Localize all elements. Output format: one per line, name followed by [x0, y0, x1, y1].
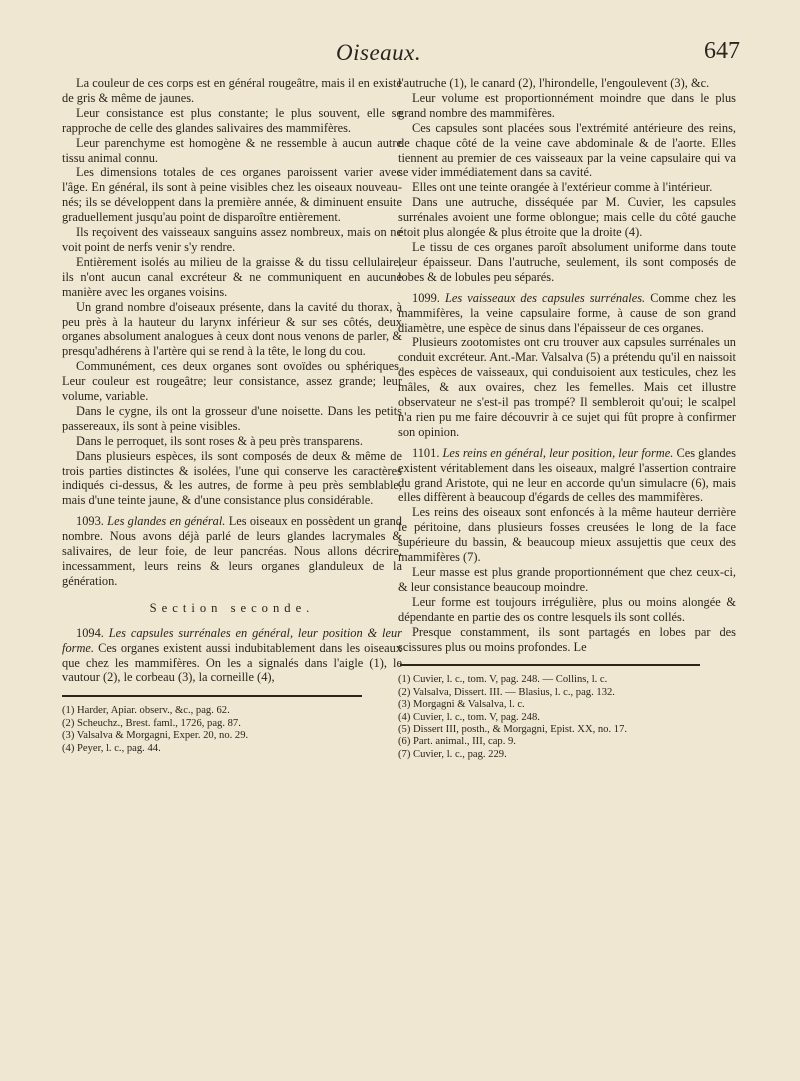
- footnote: (1) Harder, Apiar. observ., &c., pag. 62.: [62, 705, 230, 717]
- right-column: [398, 76, 736, 761]
- paragraph-heading: Les glandes en général.: [107, 514, 226, 529]
- numbered-paragraph: [398, 446, 736, 506]
- paragraph: Leur consistance est plus constante; le plus souvent, elle se rapproche de celle des glandes salivaires des mammifères.: [62, 105, 402, 135]
- footnote: (2) Scheuchz., Brest. faml., 1726, pag. 87.: [62, 717, 241, 729]
- paragraph: Les reins des oiseaux sont enfoncés à la même hauteur derrière le péritoine, dans plusieurs fosses creusées le long de la face supérieure du bassin, & beaucoup mieux assujettis que ceux des mammifères (7).: [398, 505, 736, 565]
- paragraph: Communément, ces deux organes sont ovoïdes ou sphériques. Leur couleur est rougeâtre; leur consistance, assez grande; leur volume, variable.: [62, 359, 402, 404]
- paragraph: Leur forme est toujours irrégulière, plus ou moins alongée & dépendante en partie des os contre lesquels ils sont collés.: [398, 594, 736, 624]
- paragraph-heading: Les vaisseaux des capsules surrénales.: [444, 290, 646, 305]
- paragraph-number: 1101.: [412, 445, 440, 460]
- footnotes: [398, 674, 736, 761]
- left-column: [62, 76, 402, 755]
- paragraph: Dans le perroquet, ils sont roses & à peu près transparens.: [76, 433, 363, 448]
- paragraph: Ils reçoivent des vaisseaux sanguins assez nombreux, mais on ne voit point de nerfs venir s'y rendre.: [62, 225, 402, 254]
- paragraph: La couleur de ces corps est en général rougeâtre, mais il en existe de gris & même de jaunes.: [62, 76, 402, 105]
- footnote: (1) Cuvier, l. c., tom. V, pag. 248. — Collins, l. c.: [398, 674, 608, 686]
- paragraph: Un grand nombre d'oiseaux présente, dans la cavité du thorax, à peu près à la hauteur du larynx inférieur & sur ses côtés, deux organes absolument analogues à ceux dont nous venons de parler, & presqu'adhérens à l'artère qui se rend à la tête, le long du cou.: [62, 299, 402, 359]
- paragraph: Elles ont une teinte orangée à l'extérieur comme à l'intérieur.: [412, 180, 713, 195]
- footnote: (3) Valsalva & Morgagni, Exper. 20, no. 29.: [62, 730, 249, 742]
- footnote: (7) Cuvier, l. c., pag. 229.: [398, 748, 507, 760]
- footnote: (2) Valsalva, Dissert. III. — Blasius, l. c., pag. 132.: [398, 686, 615, 698]
- paragraph-text: Comme chez les mammifères, la veine capsulaire forme, à cause de son grand diamètre, une espèce de sinus dans l'épaisseur de ces organes.: [398, 290, 736, 335]
- paragraph: Plusieurs zootomistes ont cru trouver aux capsules surrénales un conduit excréteur. Ant.-Mar. Valsalva (5) a prétendu qu'il en naissoit des espèces de vaisseaux, qui conduisoient aux testicules, chez les mâles, & aux ovaires, chez les femelles. Mais cet illustre observateur ne s'est-il pas trompé? Il sembleroit qu'oui; le scalpel n'a rien pu me faire découvrir à ce sujet qui fût propre à confirmer son opinion.: [398, 335, 736, 439]
- running-title: Oiseaux.: [336, 40, 422, 65]
- footnote: (4) Peyer, l. c., pag. 44.: [62, 742, 161, 754]
- footnote: (5) Dissert III, posth., & Morgagni, Epist. XX, no. 17.: [398, 724, 628, 736]
- paragraph-text: Ces organes existent aussi indubitablement dans les oiseaux que chez les mammifères. On les a signalés dans l'aigle (1), le vautour (2), le corbeau (3), la corneille (4),: [62, 640, 402, 685]
- paragraph: Leur parenchyme est homogène & ne ressemble à aucun autre tissu animal connu.: [62, 135, 402, 165]
- section-title: Section seconde.: [149, 600, 315, 615]
- paragraph: Presque constamment, ils sont partagés en lobes par des scissures plus ou moins profondes. Le: [398, 624, 736, 654]
- page-number: 647: [704, 38, 740, 64]
- numbered-paragraph: [62, 626, 402, 686]
- footnote: (4) Cuvier, l. c., tom. V, pag. 248.: [398, 711, 540, 723]
- footnote: (3) Morgagni & Valsalva, l. c.: [398, 699, 525, 711]
- paragraph: Leur masse est plus grande proportionnément que chez ceux-ci, & leur consistance beaucoup moindre.: [398, 565, 736, 594]
- paragraph-text: Les oiseaux en possèdent un grand nombre. Nous avons déjà parlé de leurs glandes lacrymales & salivaires, de leur foie, de leur pancréas. Nous allons décrire, incessamment, leurs reins & leurs organes glanduleux de la génération.: [62, 514, 402, 588]
- paragraph: Les dimensions totales de ces organes paroissent varier avec l'âge. En général, ils sont à peine visibles chez les oiseaux nouveau-nés; ils se développent dans la première année, & diminuent ensuite graduellement jusqu'au point de disparoître entièrement.: [62, 165, 402, 225]
- paragraph: Leur volume est proportionnément moindre que dans le plus grand nombre des mammifères.: [398, 90, 736, 120]
- paragraph: Entièrement isolés au milieu de la graisse & du tissu cellulaire, ils n'ont aucun canal excréteur & ne communiquent en aucune manière avec les organes voisins.: [62, 254, 402, 299]
- footnote-divider: [400, 664, 700, 666]
- paragraph: l'autruche (1), le canard (2), l'hirondelle, l'engoulevent (3), &c.: [398, 76, 710, 90]
- paragraph-number: 1099.: [412, 290, 440, 305]
- paragraph: Dans une autruche, disséquée par M. Cuvier, les capsules surrénales avoient une forme oblongue; mais celle du côté gauche étoit plus alongée & plus étroite que la droite (4).: [398, 195, 736, 240]
- footnotes: [62, 705, 402, 755]
- paragraph: Le tissu de ces organes paroît absolument uniforme dans toute leur épaisseur. Dans l'autruche, seulement, ils sont composés de lobes & de lobules peu séparés.: [398, 239, 736, 284]
- numbered-paragraph: [62, 514, 402, 589]
- paragraph-number: 1094.: [76, 625, 104, 640]
- paragraph: Ces capsules sont placées sous l'extrémité antérieure des reins, de chaque côté de la veine cave abdominale & de l'aorte. Elles tiennent au premier de ces vaisseaux par la veine capsulaire qui va se vider immédiatement dans sa cavité.: [398, 120, 736, 180]
- paragraph-number: 1093.: [76, 514, 104, 529]
- footnote: (6) Part. animal., III, cap. 9.: [398, 736, 516, 748]
- footnote-divider: [62, 695, 362, 697]
- paragraph-heading: Les capsules surrénales en général, leur position & leur forme.: [62, 625, 402, 655]
- paragraph-heading: Les reins en général, leur position, leur forme.: [442, 445, 674, 460]
- paragraph: Dans plusieurs espèces, ils sont composés de deux & même de trois parties distinctes & isolées, l'une qui conserve les caractères indiqués ci-dessus, & les autres, de forme à peu près semblable, mais d'une teinte jaune, & d'une consistance plus considérable.: [62, 448, 402, 508]
- numbered-paragraph: [398, 291, 736, 336]
- paragraph: Dans le cygne, ils ont la grosseur d'une noisette. Dans les petits passereaux, ils sont à peine visibles.: [62, 403, 402, 433]
- paragraph-text: Ces glandes existent véritablement dans les oiseaux, malgré l'assertion contraire du grand Aristote, qui ne leur en accorde qu'un simulacre (6), mais elles diffèrent à beaucoup d'égards de celles des mammifères.: [398, 445, 736, 505]
